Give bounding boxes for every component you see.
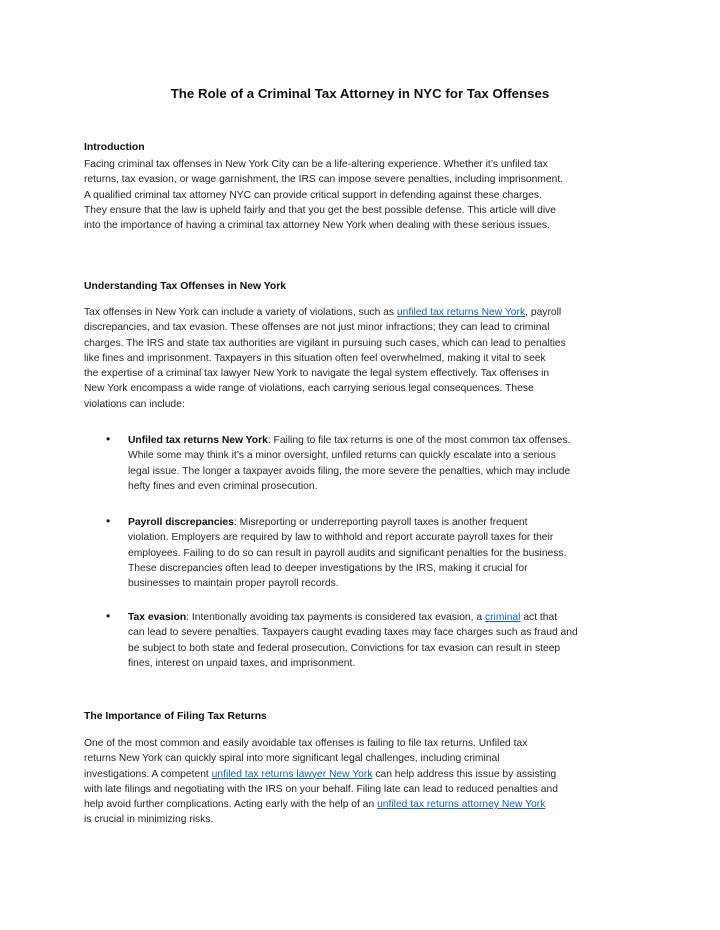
text-segment: : Misreporting or underreporting payroll taxes is another frequent (233, 517, 528, 528)
paragraph-importance (84, 736, 640, 828)
text-line (84, 305, 640, 320)
text-line: returns, tax evasion, or wage garnishment, the IRS can impose severe penalties, including imprisonment. (84, 174, 564, 186)
text-line: businesses to maintain proper payroll records. (128, 578, 339, 590)
text-line: legal issue. The longer a taxpayer avoids filing, the more severe the penalties, which may include (128, 465, 571, 477)
text-line: is crucial in minimizing risks. (84, 814, 214, 826)
text-line: violations can include: (84, 398, 185, 410)
text-line: be subject to both state and federal prosecution. Convictions for tax evasion can result in steep (128, 642, 561, 654)
text-line (128, 610, 638, 625)
heading-importance-of-filing: The Importance of Filing Tax Returns (84, 711, 267, 722)
text-line: hefty fines and even criminal prosecution. (128, 480, 318, 492)
text-line: with late filings and negotiating with the IRS on your behalf. Filing late can lead to reduced penalties and (84, 783, 558, 795)
text-line: can lead to severe penalties. Taxpayers caught evading taxes may face charges such as fraud and (128, 627, 578, 639)
text-segment: investigations. A competent (84, 768, 212, 780)
heading-understanding-tax-offenses: Understanding Tax Offenses in New York (84, 281, 287, 292)
text-line: While some may think it’s a minor oversight, unfiled returns can quickly escalate into a serious (128, 450, 556, 462)
bullet-item-unfiled-tax-returns (128, 433, 638, 494)
text-line: fines, interest on unpaid taxes, and imprisonment. (128, 657, 356, 669)
text-line (128, 515, 638, 530)
text-line: One of the most common and easily avoidable tax offenses is failing to file tax returns. Unfiled tax (84, 738, 528, 749)
link-unfiled-tax-returns-attorney[interactable]: unfiled tax returns attorney New York (377, 799, 546, 811)
text-line: Facing criminal tax offenses in New York City can be a life-altering experience. Whether it’s unfiled tax (84, 159, 548, 170)
bullet-term: Tax evasion (128, 612, 187, 623)
text-line: the expertise of a criminal tax lawyer New York to navigate the legal system effectively. Tax offenses in (84, 368, 550, 380)
text-line: into the importance of having a criminal tax attorney New York when dealing with these serious issues. (84, 220, 550, 232)
text-segment: act that (520, 612, 558, 623)
link-unfiled-tax-returns-lawyer[interactable]: unfiled tax returns lawyer New York (211, 768, 373, 780)
bullet-marker: • (106, 432, 111, 446)
link-unfiled-tax-returns-new-york[interactable]: unfiled tax returns New York (396, 307, 526, 318)
text-line: discrepancies, and tax evasion. These offenses are not just minor infractions; they can lead to criminal (84, 322, 550, 334)
bullet-marker: • (106, 609, 111, 623)
text-line: violation. Employers are required by law to withhold and report accurate payroll taxes for their (128, 532, 554, 544)
paragraph-introduction (84, 157, 640, 233)
text-segment: : Failing to file tax returns is one of the most common tax offenses. (267, 435, 571, 446)
paragraph-understanding (84, 305, 640, 412)
text-segment: can help address this issue by assisting (372, 768, 557, 780)
text-line (84, 767, 640, 782)
bullet-item-tax-evasion (128, 610, 638, 671)
text-line: These discrepancies often lead to deeper investigations by the IRS, making it crucial for (128, 562, 528, 574)
bullet-term: Payroll discrepancies (128, 517, 234, 528)
text-line: like fines and imprisonment. Taxpayers in this situation often feel overwhelmed, making it vital to seek (84, 352, 546, 364)
document-title: The Role of a Criminal Tax Attorney in NYC for Tax Offenses (170, 86, 550, 101)
text-line: New York encompass a wide range of violations, each carrying serious legal consequences. These (84, 383, 534, 395)
text-line: They ensure that the law is upheld fairly and that you get the best possible defense. This article will dive (84, 204, 557, 216)
bullet-marker: • (106, 514, 111, 528)
text-line: A qualified criminal tax attorney NYC can provide critical support in defending against these charges. (84, 189, 542, 201)
bullet-term: Unfiled tax returns New York (128, 435, 268, 446)
link-criminal[interactable]: criminal (484, 612, 521, 623)
text-segment: help avoid further complications. Acting early with the help of an (84, 799, 378, 811)
text-line: charges. The IRS and state tax authorities are vigilant in pursuing such cases, which can lead to penalties (84, 337, 566, 349)
text-line (128, 433, 638, 448)
text-line: returns New York can quickly spiral into more significant legal challenges, including criminal (84, 753, 500, 765)
text-segment: : Intentionally avoiding tax payments is considered tax evasion, a (186, 612, 485, 623)
text-line: employees. Failing to do so can result in payroll audits and significant penalties for the business. (128, 547, 567, 559)
text-segment: Tax offenses in New York can include a variety of violations, such as (84, 307, 397, 318)
heading-introduction: Introduction (84, 142, 145, 153)
text-segment: , payroll (525, 307, 562, 318)
bullet-item-payroll-discrepancies (128, 515, 638, 591)
text-line (84, 797, 640, 812)
